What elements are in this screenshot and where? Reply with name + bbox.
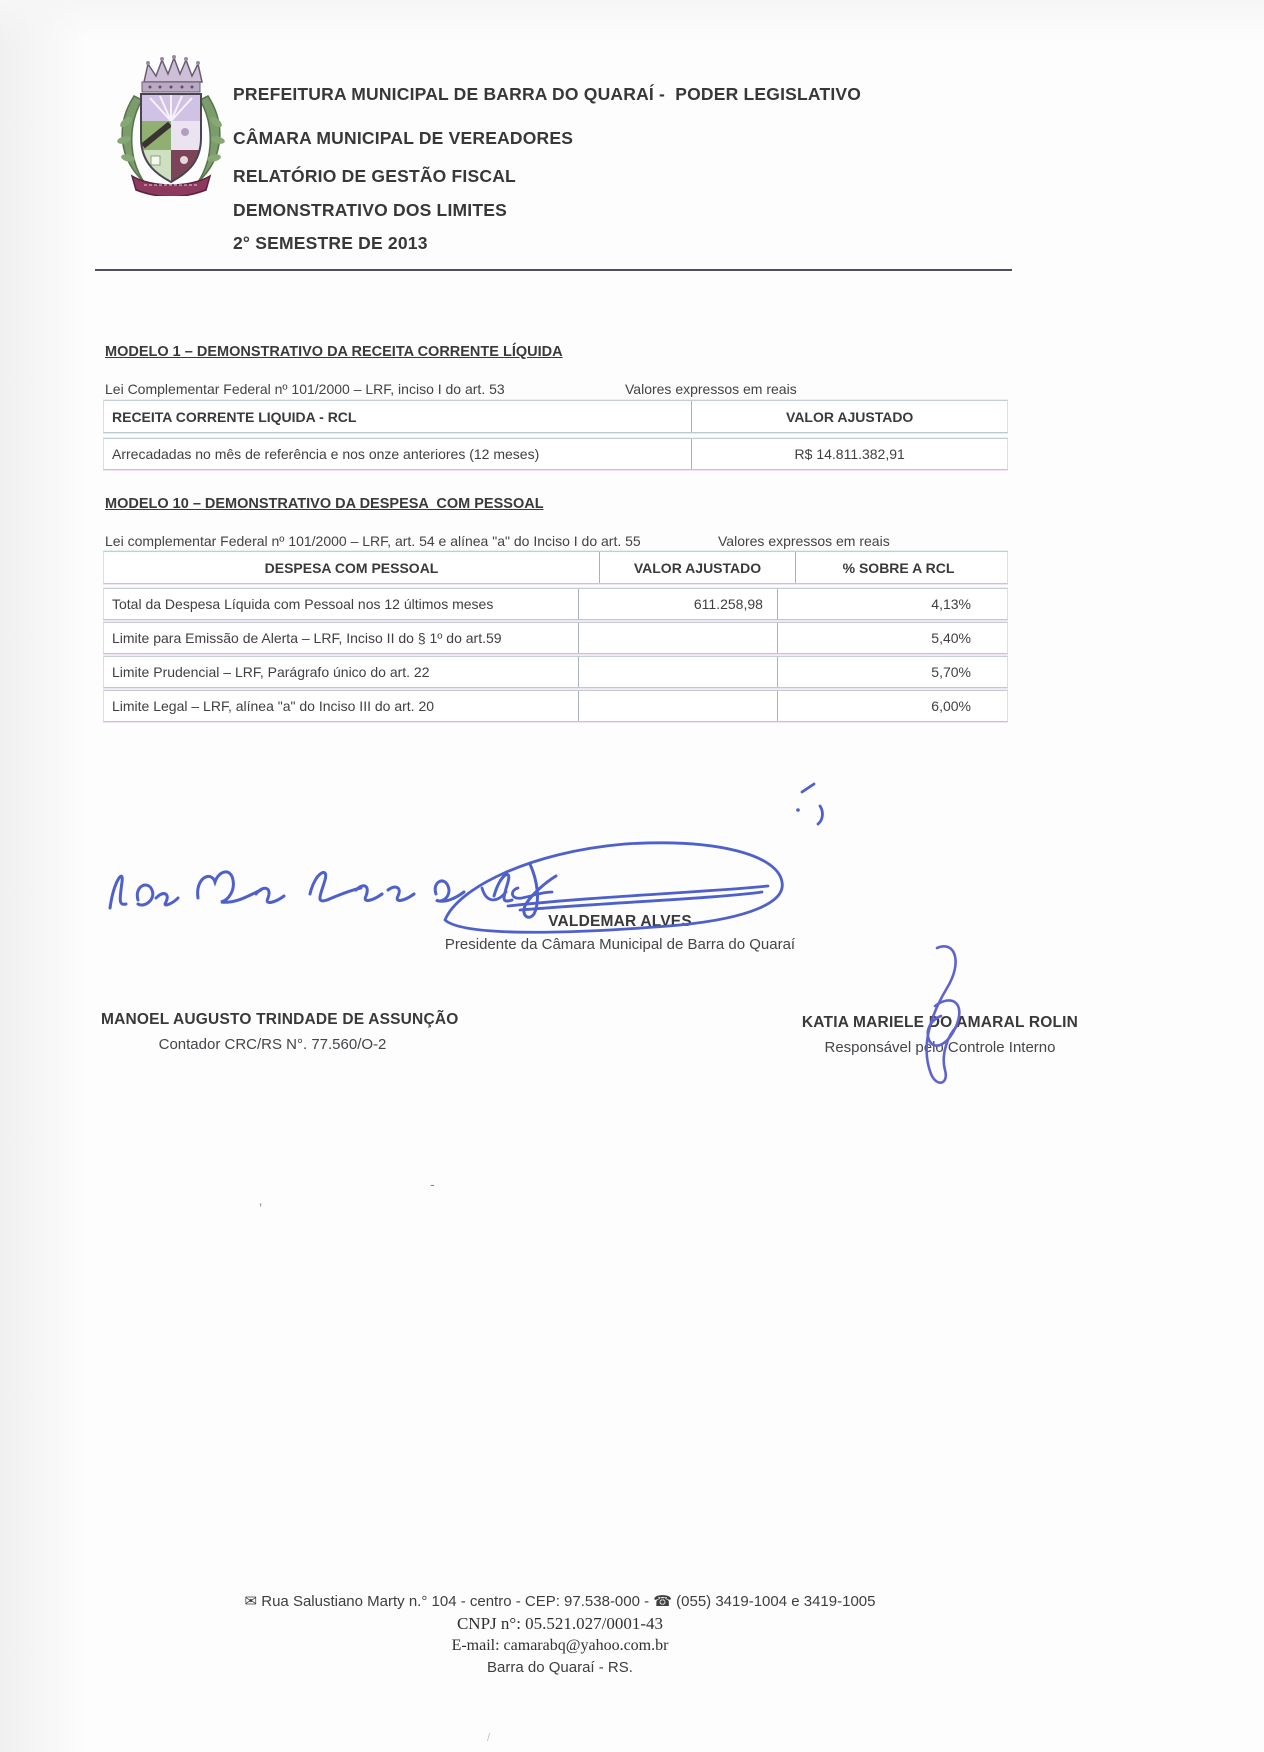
municipal-coat-of-arms-icon bbox=[112, 52, 230, 196]
signature-name-internal-control: KATIA MARIELE DO AMARAL ROLIN bbox=[801, 1014, 1079, 1031]
modelo10-col-header-valor: VALOR AJUSTADO bbox=[599, 552, 795, 583]
modelo10-table-row-3 bbox=[103, 656, 1008, 688]
modelo1-title: MODELO 1 – DEMONSTRATIVO DA RECEITA CORRENTE LÍQUIDA bbox=[105, 344, 563, 360]
modelo1-row-value: R$ 14.811.382,91 bbox=[691, 439, 1007, 469]
signature-role-internal-control: Responsável pelo Controle Interno bbox=[824, 1039, 1056, 1056]
modelo10-table-row-1 bbox=[103, 588, 1008, 620]
modelo10-row4-label: Limite Legal – LRF, alínea "a" do Inciso III do art. 20 bbox=[112, 698, 435, 714]
signature-name-accountant: MANOEL AUGUSTO TRINDADE DE ASSUNÇÃO bbox=[101, 1011, 459, 1028]
modelo1-row-label: Arrecadadas no mês de referência e nos onze anteriores (12 meses) bbox=[112, 446, 540, 462]
stray-mark-apostrophe: ’ bbox=[259, 1200, 263, 1216]
phone-icon: ☎ bbox=[653, 1593, 672, 1610]
footer-address-text: Rua Salustiano Marty n.° 104 - centro - CEP: 97.538-000 - bbox=[257, 1593, 654, 1610]
modelo10-law-ref: Lei complementar Federal nº 101/2000 – LRF, art. 54 e alínea "a" do Inciso I do art. 55 bbox=[105, 533, 641, 549]
scan-edge-left bbox=[0, 0, 86, 1752]
modelo10-row3-label: Limite Prudencial – LRF, Parágrafo único do art. 22 bbox=[112, 664, 430, 680]
modelo10-table-row-2 bbox=[103, 622, 1008, 654]
footer-address-line bbox=[60, 1592, 1060, 1610]
report-title: RELATÓRIO DE GESTÃO FISCAL bbox=[233, 166, 516, 186]
modelo1-col-header-valor: VALOR AJUSTADO bbox=[691, 401, 1007, 432]
signature-role-accountant: Contador CRC/RS N°. 77.560/O-2 bbox=[158, 1036, 387, 1053]
scan-edge-top bbox=[0, 0, 1264, 44]
modelo10-col-header-despesa: DESPESA COM PESSOAL bbox=[264, 559, 439, 576]
footer-phone-text: (055) 3419-1004 e 3419-1005 bbox=[671, 1593, 876, 1610]
modelo10-row3-valor bbox=[578, 657, 777, 687]
org-name-line2: CÂMARA MUNICIPAL DE VEREADORES bbox=[233, 128, 574, 148]
report-period: 2° SEMESTRE DE 2013 bbox=[233, 233, 428, 253]
modelo10-row1-pct: 4,13% bbox=[777, 589, 1007, 619]
accountant-handwritten-signature bbox=[98, 858, 578, 920]
mail-icon: ✉ bbox=[244, 1593, 258, 1610]
modelo10-row1-valor: 611.258,98 bbox=[578, 589, 777, 619]
signature-name-president: VALDEMAR ALVES bbox=[548, 913, 692, 930]
modelo10-row4-valor bbox=[578, 691, 777, 721]
signature-role-president: Presidente da Câmara Municipal de Barra do Quaraí bbox=[444, 936, 796, 953]
modelo10-row2-pct: 5,40% bbox=[777, 623, 1007, 653]
modelo10-currency-note: Valores expressos em reais bbox=[718, 533, 890, 549]
org-name-line1: PREFEITURA MUNICIPAL DE BARRA DO QUARAÍ - PODER LEGISLATIVO bbox=[233, 84, 862, 104]
modelo10-table-header-row bbox=[103, 551, 1008, 584]
modelo10-row1-label: Total da Despesa Líquida com Pessoal nos 12 últimos meses bbox=[112, 596, 494, 612]
footer-block bbox=[60, 1592, 1060, 1676]
modelo10-row3-pct: 5,70% bbox=[777, 657, 1007, 687]
modelo10-row4-pct: 6,00% bbox=[777, 691, 1007, 721]
footer-cnpj-line: CNPJ n°: 05.521.027/0001-43 bbox=[456, 1614, 664, 1633]
header-divider bbox=[95, 269, 1012, 271]
modelo1-col-header-rcl: RECEITA CORRENTE LIQUIDA - RCL bbox=[112, 408, 357, 425]
modelo1-currency-note: Valores expressos em reais bbox=[625, 381, 797, 397]
modelo10-table-row-4 bbox=[103, 690, 1008, 722]
modelo1-law-ref: Lei Complementar Federal nº 101/2000 – LRF, inciso I do art. 53 bbox=[105, 381, 505, 397]
footer-email-line: E-mail: camarabq@yahoo.com.br bbox=[451, 1637, 669, 1654]
modelo1-table-header-row bbox=[103, 400, 1008, 433]
modelo10-row2-label: Limite para Emissão de Alerta – LRF, Inciso II do § 1º do art.59 bbox=[112, 630, 502, 646]
modelo10-title: MODELO 10 – DEMONSTRATIVO DA DESPESA COM PESSOAL bbox=[105, 496, 544, 512]
stray-mark-slash: / bbox=[487, 1732, 491, 1744]
report-subtitle: DEMONSTRATIVO DOS LIMITES bbox=[233, 200, 507, 220]
modelo1-table-row bbox=[103, 438, 1008, 470]
footer-city-line: Barra do Quaraí - RS. bbox=[487, 1659, 633, 1676]
stray-mark-dash: - bbox=[430, 1176, 435, 1192]
modelo10-row2-valor bbox=[578, 623, 777, 653]
modelo10-col-header-pct: % SOBRE A RCL bbox=[795, 552, 1001, 583]
